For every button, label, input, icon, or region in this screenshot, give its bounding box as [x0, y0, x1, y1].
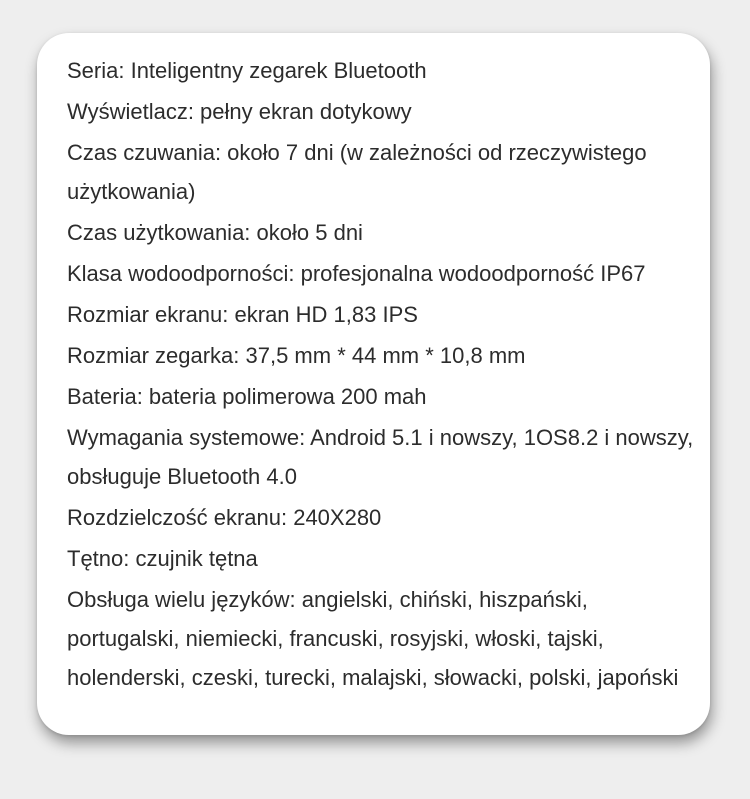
spec-list: [67, 51, 700, 697]
spec-heart-rate: Tętno: czujnik tętna: [67, 546, 258, 571]
spec-standby-time: Czas czuwania: około 7 dni (w zależności od rzeczywistego użytkowania): [67, 140, 647, 204]
spec-card: [37, 33, 710, 735]
spec-watch-size: Rozmiar zegarka: 37,5 mm * 44 mm * 10,8 mm: [67, 343, 526, 368]
spec-system-requirements: Wymagania systemowe: Android 5.1 i nowszy, 1OS8.2 i nowszy, obsługuje Bluetooth 4.0: [67, 425, 694, 489]
spec-screen-size: Rozmiar ekranu: ekran HD 1,83 IPS: [67, 302, 418, 327]
spec-waterproof: Klasa wodoodporności: profesjonalna wodoodporność IP67: [67, 261, 646, 286]
spec-languages: Obsługa wielu języków: angielski, chiński, hiszpański, portugalski, niemiecki, francuski, rosyjski, włoski, tajski, holenderski, czeski, turecki, malajski, słowacki, polski, japoński: [67, 587, 679, 690]
spec-battery: Bateria: bateria polimerowa 200 mah: [67, 384, 427, 409]
spec-series: Seria: Inteligentny zegarek Bluetooth: [67, 58, 427, 83]
spec-screen-resolution: Rozdzielczość ekranu: 240X280: [67, 505, 382, 530]
spec-display: Wyświetlacz: pełny ekran dotykowy: [67, 99, 412, 124]
spec-usage-time: Czas użytkowania: około 5 dni: [67, 220, 363, 245]
